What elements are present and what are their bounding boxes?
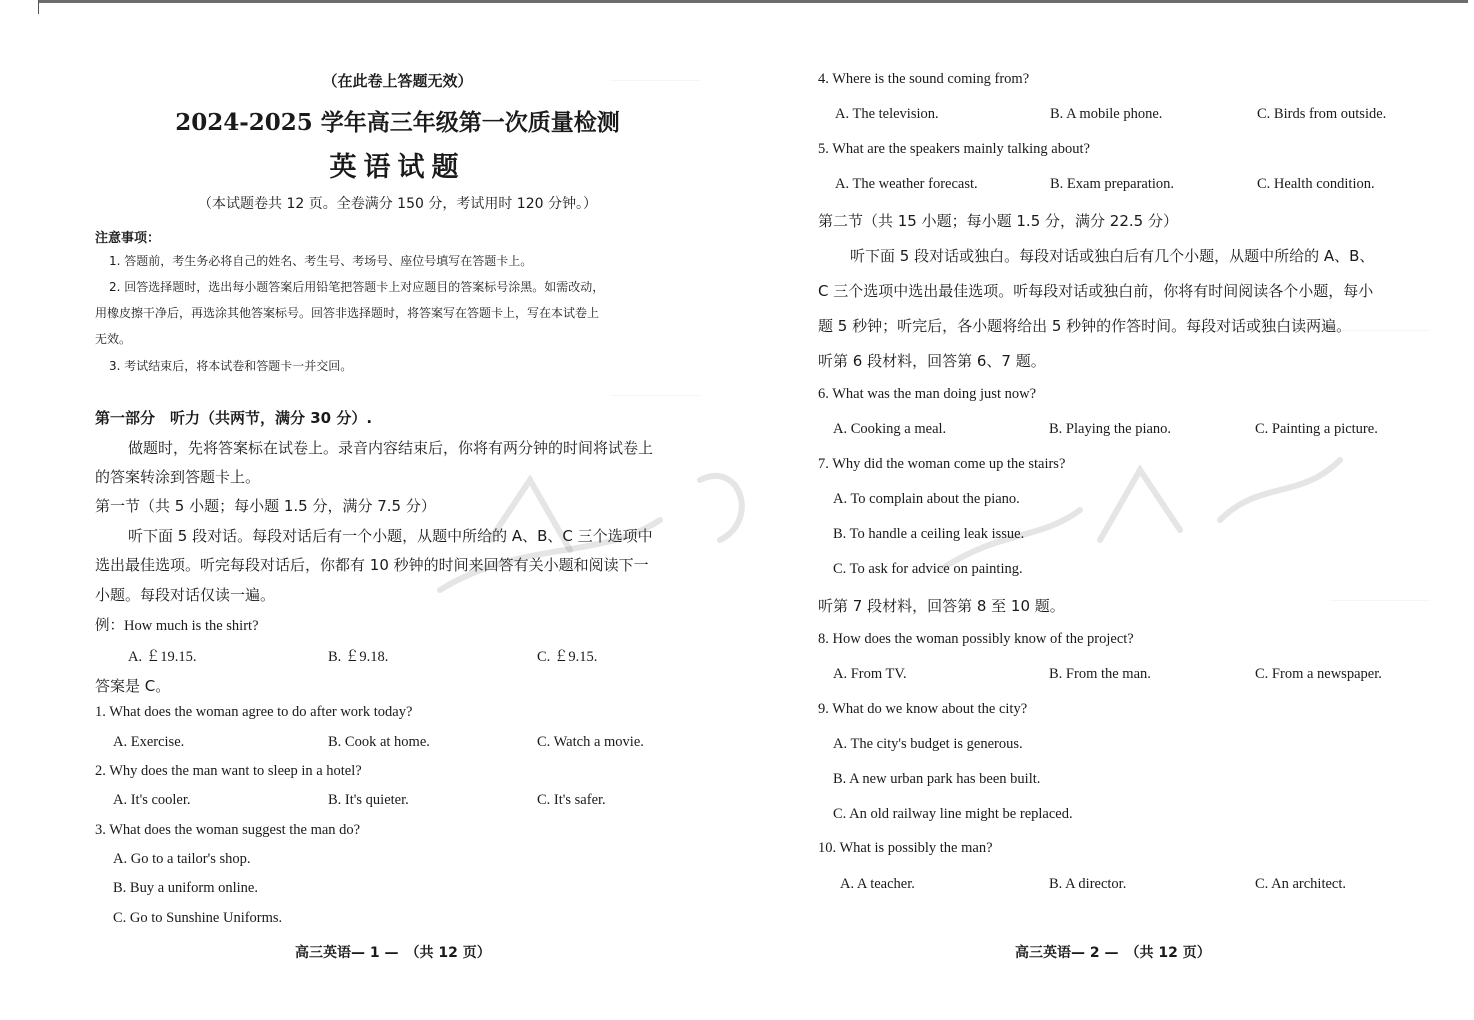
q2-option-a[interactable]: A. It's cooler.	[113, 792, 191, 808]
page-footer: 高三英语— 1 — （共 12 页）	[295, 945, 491, 961]
part1-heading: 第一部分 听力（共两节，满分 30 分）.	[95, 409, 373, 427]
q5-option-b[interactable]: B. Exam preparation.	[1050, 176, 1175, 192]
example-option-a: A. ￡19.15.	[128, 649, 197, 665]
scan-left-edge	[38, 0, 39, 14]
instruction-line: 2. 回答选择题时，选出每小题答案后用铅笔把答题卡上对应题目的答案标号涂黑。如需改动，	[109, 280, 605, 294]
instruction-line: 3. 考试结束后，将本试卷和答题卡一并交回。	[109, 359, 353, 373]
example-option-c: C. ￡9.15.	[537, 649, 598, 665]
question-6: 6. What was the man doing just now?	[818, 386, 1037, 402]
q9-option-b[interactable]: B. A new urban park has been built.	[833, 771, 1041, 787]
exam-subtitle: （本试题卷共 12 页。全卷满分 150 分，考试用时 120 分钟。）	[198, 196, 597, 212]
q1-option-a[interactable]: A. Exercise.	[113, 734, 185, 750]
example-answer: 答案是 C。	[95, 677, 171, 695]
q6-option-a[interactable]: A. Cooking a meal.	[833, 421, 947, 437]
q6-option-c[interactable]: C. Painting a picture.	[1255, 421, 1378, 437]
section2-desc-line: C 三个选项中选出最佳选项。听每段对话或独白前，你将有时间阅读各个小题，每小	[818, 282, 1374, 300]
instructions-heading: 注意事项：	[95, 231, 161, 246]
q6-option-b[interactable]: B. Playing the piano.	[1049, 421, 1172, 437]
subject-title: 英语试题	[329, 152, 466, 183]
q7-option-a[interactable]: A. To complain about the piano.	[833, 491, 1020, 507]
example-question: 例：How much is the shirt?	[95, 618, 259, 634]
section2-desc-line: 听下面 5 段对话或独白。每段对话或独白后有几个小题，从题中所给的 A、B、	[850, 247, 1375, 265]
section2-desc-line: 题 5 秒钟；听完后，各小题将给出 5 秒钟的作答时间。每段对话或独白读两遍。	[818, 317, 1352, 335]
q10-option-b[interactable]: B. A director.	[1049, 876, 1127, 892]
q3-option-c[interactable]: C. Go to Sunshine Uniforms.	[113, 910, 283, 926]
passage-6-intro: 听第 6 段材料，回答第 6、7 题。	[818, 352, 1046, 370]
question-10: 10. What is possibly the man?	[818, 840, 993, 856]
question-3: 3. What does the woman suggest the man do?	[95, 822, 361, 838]
section1-desc-line: 听下面 5 段对话。每段对话后有一个小题，从题中所给的 A、B、C 三个选项中	[128, 527, 653, 545]
q8-option-c[interactable]: C. From a newspaper.	[1255, 666, 1382, 682]
q2-option-b[interactable]: B. It's quieter.	[328, 792, 409, 808]
q10-option-c[interactable]: C. An architect.	[1255, 876, 1347, 892]
instruction-line: 用橡皮擦干净后，再选涂其他答案标号。回答非选择题时，将答案写在答题卡上，写在本试卷上	[95, 306, 600, 320]
passage-7-intro: 听第 7 段材料，回答第 8 至 10 题。	[818, 597, 1065, 615]
question-2: 2. Why does the man want to sleep in a hotel?	[95, 763, 362, 779]
question-5: 5. What are the speakers mainly talking about?	[818, 141, 1090, 157]
q9-option-c[interactable]: C. An old railway line might be replaced.	[833, 806, 1073, 822]
q1-option-c[interactable]: C. Watch a movie.	[537, 734, 644, 750]
q1-option-b[interactable]: B. Cook at home.	[328, 734, 430, 750]
invalid-notice: （在此卷上答题无效）	[322, 72, 473, 90]
question-1: 1. What does the woman agree to do after work today?	[95, 704, 413, 720]
q8-option-b[interactable]: B. From the man.	[1049, 666, 1151, 682]
q8-option-a[interactable]: A. From TV.	[833, 666, 907, 682]
q2-option-c[interactable]: C. It's safer.	[537, 792, 606, 808]
example-option-b: B. ￡9.18.	[328, 649, 389, 665]
page-footer: 高三英语— 2 — （共 12 页）	[1015, 945, 1211, 961]
instruction-line: 1. 答题前，考生务必将自己的姓名、考生号、考场号、座位号填写在答题卡上。	[109, 254, 533, 268]
watermark-stamp	[400, 420, 1400, 620]
q5-option-a[interactable]: A. The weather forecast.	[835, 176, 978, 192]
instruction-line: 无效。	[95, 332, 132, 346]
section2-heading: 第二节（共 15 小题；每小题 1.5 分，满分 22.5 分）	[818, 212, 1178, 230]
q4-option-a[interactable]: A. The television.	[835, 106, 939, 122]
q3-option-a[interactable]: A. Go to a tailor's shop.	[113, 851, 251, 867]
q7-option-c[interactable]: C. To ask for advice on painting.	[833, 561, 1023, 577]
section1-desc-line: 小题。每段对话仅读一遍。	[95, 586, 276, 604]
section1-desc-line: 选出最佳选项。听完每段对话后，你都有 10 秒钟的时间来回答有关小题和阅读下一	[95, 556, 649, 574]
q3-option-b[interactable]: B. Buy a uniform online.	[113, 880, 258, 896]
question-8: 8. How does the woman possibly know of the project?	[818, 631, 1134, 647]
question-4: 4. Where is the sound coming from?	[818, 71, 1030, 87]
section1-heading: 第一节（共 5 小题；每小题 1.5 分，满分 7.5 分）	[95, 497, 436, 515]
question-7: 7. Why did the woman come up the stairs?	[818, 456, 1066, 472]
exam-title: 2024-2025 学年高三年级第一次质量检测	[175, 109, 620, 136]
q9-option-a[interactable]: A. The city's budget is generous.	[833, 736, 1023, 752]
q5-option-c[interactable]: C. Health condition.	[1257, 176, 1375, 192]
q4-option-c[interactable]: C. Birds from outside.	[1257, 106, 1387, 122]
q10-option-a[interactable]: A. A teacher.	[840, 876, 915, 892]
question-9: 9. What do we know about the city?	[818, 701, 1028, 717]
part1-desc-line: 的答案转涂到答题卡上。	[95, 468, 261, 486]
q7-option-b[interactable]: B. To handle a ceiling leak issue.	[833, 526, 1025, 542]
part1-desc-line: 做题时，先将答案标在试卷上。录音内容结束后，你将有两分钟的时间将试卷上	[128, 439, 654, 457]
q4-option-b[interactable]: B. A mobile phone.	[1050, 106, 1163, 122]
